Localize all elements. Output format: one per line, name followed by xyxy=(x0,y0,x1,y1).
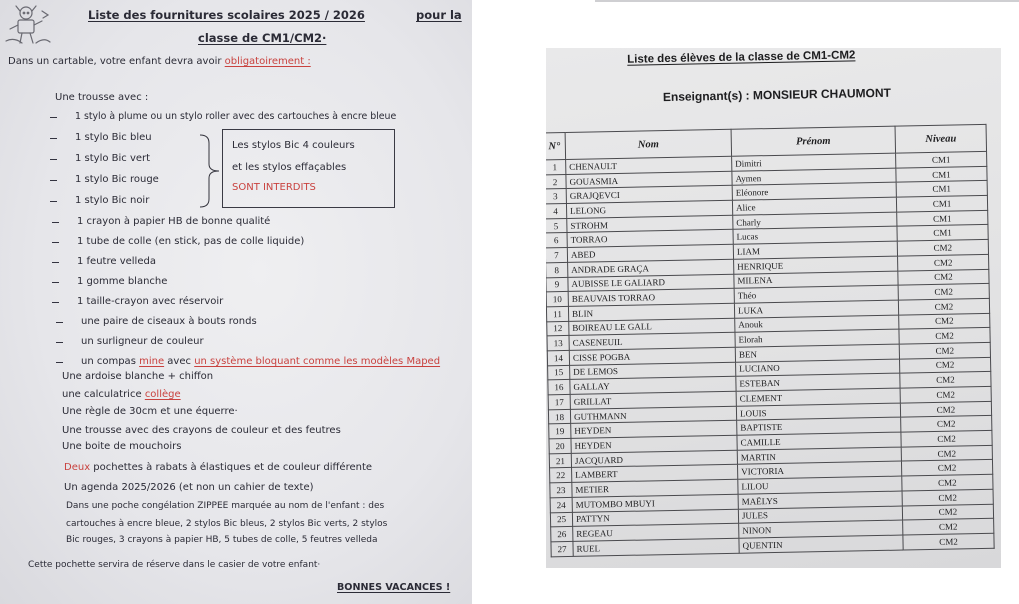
school-doodle-logo-icon xyxy=(2,3,52,47)
class-list-document xyxy=(546,48,1001,568)
list-item: une paire de ciseaux à bouts ronds xyxy=(81,316,257,327)
cell-num: 15 xyxy=(548,365,570,380)
list-item: 1 tube de colle (en stick, pas de colle liquide) xyxy=(77,236,305,247)
cell-num: 24 xyxy=(550,497,572,512)
cell-prenom: Dimitri xyxy=(732,153,896,171)
notice-line: Les stylos Bic 4 couleurs xyxy=(232,140,355,151)
cell-niveau: CM2 xyxy=(899,342,990,358)
cell-num: 6 xyxy=(546,233,567,248)
cell-prenom: ESTEBAN xyxy=(736,373,900,391)
cell-prenom: CLEMENT xyxy=(736,388,900,406)
cell-prenom: LUCIANO xyxy=(736,359,900,377)
cell-nom: RUEL xyxy=(573,538,739,556)
cell-nom: CISSE POGBA xyxy=(569,347,735,365)
cell-prenom: CAMILLE xyxy=(737,432,901,450)
cell-niveau: CM2 xyxy=(898,298,989,314)
cell-nom: BLIN xyxy=(568,303,734,321)
compass-item xyxy=(81,356,440,368)
cell-prenom: Eléonore xyxy=(732,182,896,200)
cell-num: 13 xyxy=(547,336,569,351)
reserve-line: Dans une poche congélation ZIPPEE marquée au nom de l'enfant : des xyxy=(66,501,385,511)
cell-nom: METIER xyxy=(572,479,738,497)
compass-system-emphasis: un système bloquant comme les modèles Maped xyxy=(194,356,441,367)
cell-nom: GRAJQEVCI xyxy=(566,186,732,204)
cell-niveau: CM2 xyxy=(899,313,990,329)
cell-niveau: CM1 xyxy=(897,210,988,226)
supplies-title-class: classe de CM1/CM2· xyxy=(198,31,327,45)
cell-niveau: CM2 xyxy=(897,239,988,255)
reserve-line: cartouches à encre bleue, 2 stylos Bic bleus, 2 stylos Bic verts, 2 stylos xyxy=(66,519,388,529)
ruler-item: Une règle de 30cm et une équerre· xyxy=(62,406,238,417)
list-item: 1 stylo Bic rouge xyxy=(75,174,159,185)
list-item: 1 stylo Bic noir xyxy=(75,195,150,206)
cell-nom: REGEAU xyxy=(573,523,739,541)
compass-text-middle: avec xyxy=(167,356,191,367)
cell-nom: BEAUVAIS TORRAO xyxy=(568,288,734,306)
cell-niveau: CM2 xyxy=(900,401,991,417)
cell-niveau: CM2 xyxy=(898,254,989,270)
cell-prenom: Charly xyxy=(733,212,897,230)
cell-prenom: Lucas xyxy=(733,227,897,245)
cell-niveau: CM2 xyxy=(901,460,992,476)
cell-nom: BOIREAU LE GALL xyxy=(569,318,735,336)
cell-nom: STROHM xyxy=(567,215,733,233)
intro-emphasis: obligatoirement : xyxy=(224,56,311,67)
cell-num: 11 xyxy=(546,306,568,321)
cell-num: 9 xyxy=(546,277,568,292)
cell-num: 23 xyxy=(550,483,572,498)
cell-niveau: CM1 xyxy=(897,225,988,241)
cell-prenom: MARTIN xyxy=(737,447,901,465)
cell-niveau: CM2 xyxy=(899,328,990,344)
cell-niveau: CM1 xyxy=(896,151,987,167)
cell-prenom: LUKA xyxy=(734,300,898,318)
class-list-title: Liste des élèves de la classe de CM1-CM2 xyxy=(627,49,856,66)
cell-niveau: CM1 xyxy=(896,195,987,211)
reserve-note: Cette pochette servira de réserve dans le casier de votre enfant· xyxy=(28,560,321,570)
cell-prenom: VICTORIA xyxy=(738,462,902,480)
supplies-list-document xyxy=(0,0,472,604)
cell-num: 2 xyxy=(546,174,566,189)
cell-niveau: CM2 xyxy=(898,284,989,300)
cell-nom: HEYDEN xyxy=(571,435,737,453)
teacher-line: Enseignant(s) : MONSIEUR CHAUMONT xyxy=(662,85,892,105)
background-paper-edge xyxy=(595,0,1019,2)
closing-greeting: BONNES VACANCES ! xyxy=(337,582,451,593)
list-item: 1 taille-crayon avec réservoir xyxy=(77,296,224,307)
cell-nom: MUTOMBO MBUYI xyxy=(572,494,738,512)
cell-nom: AUBISSE LE GALIARD xyxy=(568,274,734,292)
cell-num: 1 xyxy=(546,159,566,174)
cell-prenom: MILENA xyxy=(734,271,898,289)
planner-item: Un agenda 2025/2026 (et non un cahier de texte) xyxy=(64,482,314,493)
cell-num: 26 xyxy=(551,527,573,542)
supplies-title: Liste des fournitures scolaires 2025 / 2026 xyxy=(88,8,365,22)
folders-item xyxy=(64,462,372,474)
intro-text: Dans un cartable, votre enfant devra avoir xyxy=(8,56,222,67)
column-header-nom: Nom xyxy=(565,129,731,159)
cell-num: 19 xyxy=(549,424,571,439)
calculator-text: une calculatrice xyxy=(62,389,142,400)
cell-prenom: MAËLYS xyxy=(738,491,902,509)
column-header-prenom: Prénom xyxy=(731,126,895,156)
cell-prenom: LILOU xyxy=(738,476,902,494)
cell-nom: CASENEUIL xyxy=(569,332,735,350)
cell-nom: DE LEMOS xyxy=(570,362,736,380)
cell-niveau: CM1 xyxy=(896,181,987,197)
list-item: 1 crayon à papier HB de bonne qualité xyxy=(77,216,271,227)
folders-text: pochettes à rabats à élastiques et de couleur différente xyxy=(93,462,373,473)
list-item: 1 stylo Bic vert xyxy=(75,153,151,164)
cell-num: 5 xyxy=(546,218,567,233)
cell-num: 8 xyxy=(546,262,568,277)
cell-niveau: CM2 xyxy=(901,416,992,432)
cell-niveau: CM1 xyxy=(896,166,987,182)
cell-num: 18 xyxy=(548,409,570,424)
cell-prenom: NINON xyxy=(739,520,903,538)
cell-prenom: Elorah xyxy=(735,329,899,347)
cell-num: 27 xyxy=(551,541,573,556)
color-case-item: Une trousse avec des crayons de couleur et des feutres xyxy=(62,425,341,436)
cell-prenom: Aymen xyxy=(732,168,896,186)
reserve-line: Bic rouges, 3 crayons à papier HB, 5 tubes de colle, 5 feutres velleda xyxy=(66,535,378,545)
cell-nom: GALLAY xyxy=(570,377,736,395)
cell-num: 17 xyxy=(548,394,570,409)
list-item: 1 gomme blanche xyxy=(77,276,168,287)
cell-nom: ANDRADE GRAÇA xyxy=(568,259,734,277)
cell-nom: ABED xyxy=(567,244,733,262)
cell-nom: GUTHMANN xyxy=(570,406,736,424)
cell-niveau: CM2 xyxy=(902,489,993,505)
cell-nom: HEYDEN xyxy=(571,421,737,439)
tissues-item: Une boite de mouchoirs xyxy=(62,441,182,452)
cell-prenom: JULES xyxy=(738,506,902,524)
notice-forbidden: SONT INTERDITS xyxy=(232,182,316,193)
list-item: 1 stylo à plume ou un stylo roller avec des cartouches à encre bleue xyxy=(75,111,397,122)
cell-niveau: CM2 xyxy=(903,533,994,549)
cell-nom: GRILLAT xyxy=(570,391,736,409)
list-item: 1 feutre velleda xyxy=(77,256,156,267)
cell-prenom: BEN xyxy=(735,344,899,362)
cell-prenom: LIAM xyxy=(733,241,897,259)
column-header-niveau: Niveau xyxy=(895,124,987,153)
cell-nom: TORRAO xyxy=(567,230,733,248)
intro-line xyxy=(8,56,311,68)
slate-item: Une ardoise blanche + chiffon xyxy=(62,371,214,382)
folders-emphasis: Deux xyxy=(64,462,91,473)
cell-prenom: HENRIQUE xyxy=(734,256,898,274)
cell-niveau: CM2 xyxy=(901,445,992,461)
list-item: un surligneur de couleur xyxy=(81,336,204,347)
cell-nom: GOUASMIA xyxy=(566,171,732,189)
cell-nom: LELONG xyxy=(566,200,732,218)
compass-mine-emphasis: mine xyxy=(139,356,165,367)
cell-num: 22 xyxy=(550,468,572,483)
cell-niveau: CM2 xyxy=(903,519,994,535)
brace-icon xyxy=(198,133,222,209)
cell-num: 25 xyxy=(550,512,572,527)
cell-num: 12 xyxy=(547,321,569,336)
cell-num: 21 xyxy=(549,453,571,468)
cell-num: 10 xyxy=(546,292,568,307)
cell-prenom: BAPTISTE xyxy=(737,417,901,435)
compass-text: un compas xyxy=(81,356,136,367)
cell-num: 16 xyxy=(548,380,570,395)
cell-niveau: CM2 xyxy=(902,474,993,490)
cell-niveau: CM2 xyxy=(898,269,989,285)
cell-prenom: Théo xyxy=(734,285,898,303)
calculator-emphasis: collège xyxy=(144,389,181,400)
calculator-item xyxy=(62,389,181,401)
cell-nom: LAMBERT xyxy=(572,465,738,483)
pencil-case-heading: Une trousse avec : xyxy=(55,92,149,103)
cell-num: 14 xyxy=(547,350,569,365)
column-header-num: N° xyxy=(546,132,566,159)
class-list-content xyxy=(546,48,1001,568)
cell-niveau: CM2 xyxy=(900,372,991,388)
notice-line: et les stylos effaçables xyxy=(232,162,347,173)
cell-num: 7 xyxy=(546,248,568,263)
cell-prenom: Anouk xyxy=(735,315,899,333)
cell-nom: JACQUARD xyxy=(571,450,737,468)
cell-num: 3 xyxy=(546,189,566,204)
cell-nom: CHENAULT xyxy=(566,156,732,174)
cell-num: 4 xyxy=(546,204,567,219)
cell-prenom: LOUIS xyxy=(736,403,900,421)
cell-niveau: CM2 xyxy=(899,357,990,373)
cell-niveau: CM2 xyxy=(902,504,993,520)
cell-niveau: CM2 xyxy=(901,430,992,446)
cell-nom: PATTYN xyxy=(572,509,738,527)
student-table xyxy=(546,124,995,557)
cell-prenom: QUENTIN xyxy=(739,535,903,553)
cell-prenom: Alice xyxy=(732,197,896,215)
list-item: 1 stylo Bic bleu xyxy=(75,132,152,143)
cell-num: 20 xyxy=(549,438,571,453)
supplies-title-pour-la: pour la xyxy=(416,8,462,22)
cell-niveau: CM2 xyxy=(900,386,991,402)
